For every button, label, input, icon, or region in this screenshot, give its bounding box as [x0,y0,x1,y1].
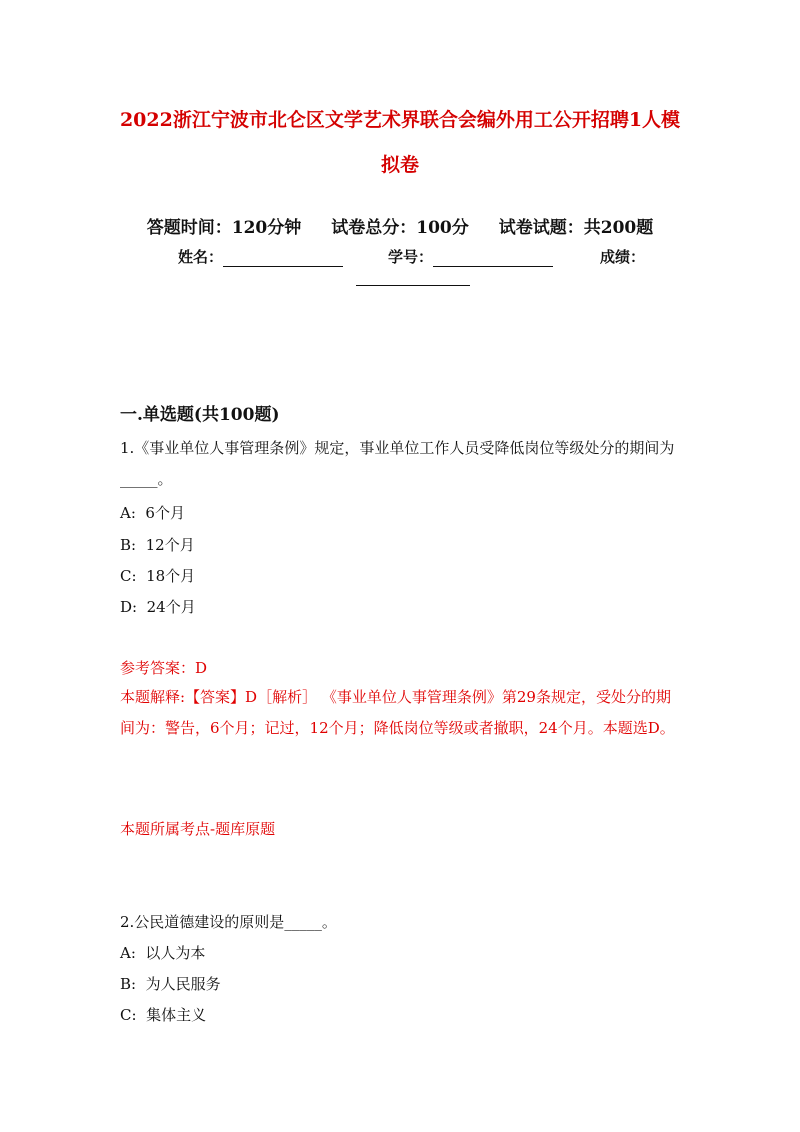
question-2-option-a: A: 以人为本 [120,944,206,962]
exam-question-count: 试卷试题：共200题 [498,218,654,238]
exam-meta [0,213,800,238]
student-id-blank [433,252,553,267]
score-field [600,246,645,267]
question-2-option-b: B: 为人民服务 [120,975,221,993]
exam-title-line1: 2022浙江宁波市北仑区文学艺术界联合会编外用工公开招聘1人模 [119,109,681,131]
score-blank-row [356,268,470,286]
exam-title-line2: 拟卷 [380,154,419,176]
score-blank [356,271,470,286]
name-blank [223,252,343,267]
exam-total-score: 试卷总分：100分 [331,218,469,238]
question-1-option-d: D: 24个月 [120,598,196,616]
student-id-field [388,246,553,267]
name-label: 姓名： [178,248,224,266]
question-1-option-b: B: 12个月 [120,536,195,554]
question-1-option-a: A: 6个月 [120,504,185,522]
question-2-text: 2.公民道德建设的原则是_____。 [120,913,337,931]
section-title: 一.单选题(共100题) [120,405,280,425]
score-label: 成绩： [600,248,646,266]
question-1-option-c: C: 18个月 [120,567,196,585]
student-id-label: 学号： [388,248,434,266]
question-1-explanation: 本题解释:【答案】D［解析］ 《事业单位人事管理条例》第29条规定，受处分的期间为：警告，6个月；记过，12个月；降低岗位等级或者撤职，24个月。本题选D。 [120,688,675,737]
question-1-answer: 参考答案：D [120,659,208,677]
question-1-text: 1.《事业单位人事管理条例》规定，事业单位工作人员受降低岗位等级处分的期间为_____。 [120,439,675,488]
name-field [178,246,343,267]
exam-time: 答题时间：120分钟 [146,218,302,238]
question-1-knowledge-point: 本题所属考点-题库原题 [120,820,276,838]
question-2-option-c: C: 集体主义 [120,1006,207,1024]
